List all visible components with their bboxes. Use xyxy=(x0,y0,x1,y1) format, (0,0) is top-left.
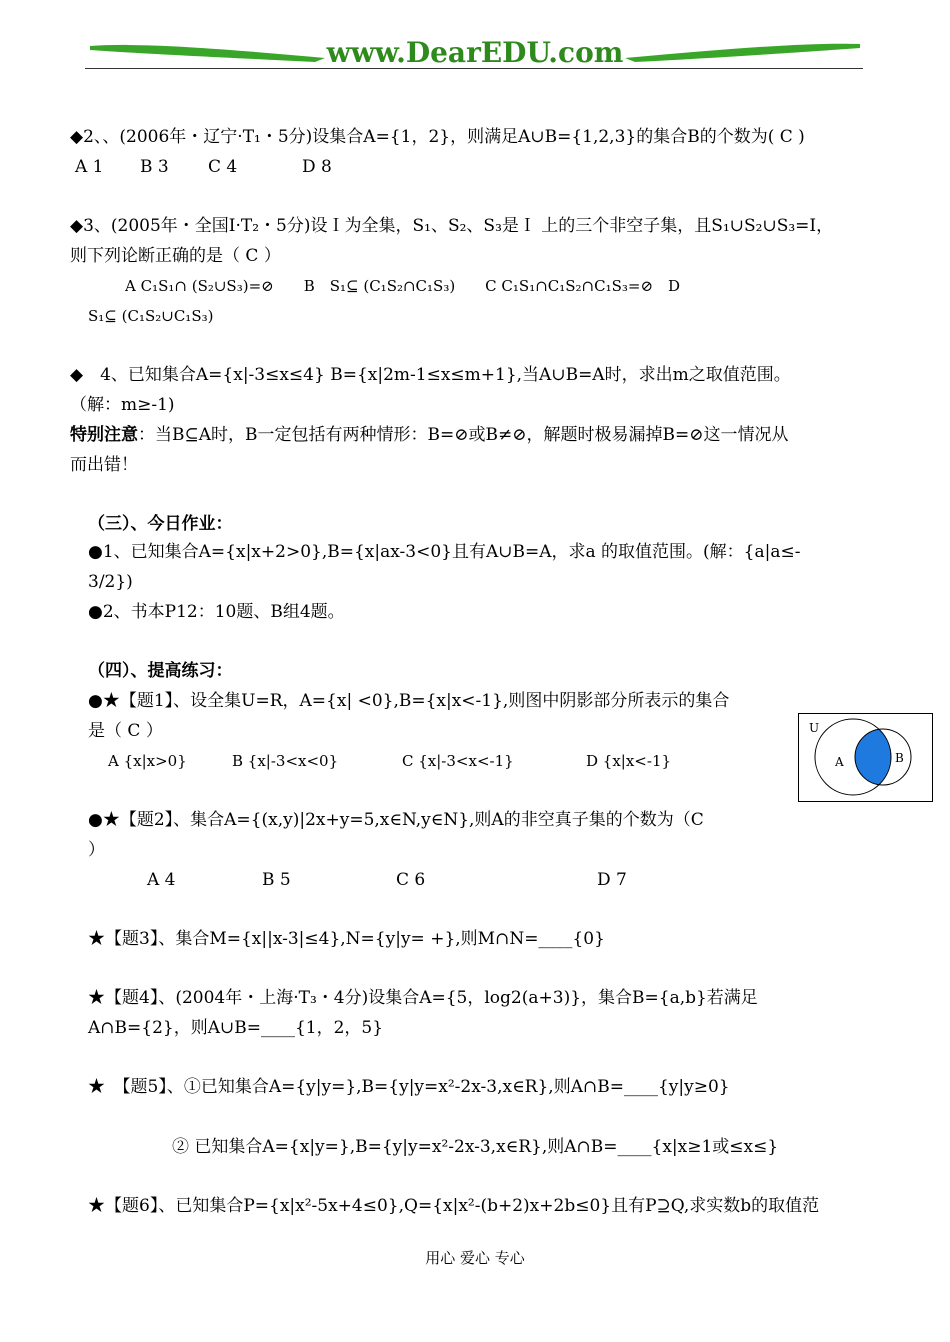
q4-stem: ◆ 4、已知集合A={x|-3≤x≤4} B={x|2m-1≤x≤m+1},当A∪B=A时，求出m之取值范围。 xyxy=(70,365,791,385)
practice-1-option-c: C {x|-3<x<-1} xyxy=(402,752,514,770)
venn-svg xyxy=(799,714,932,801)
q4-note xyxy=(70,424,788,446)
practice-5-2: ② 已知集合A={x|y=},B={y|y=x²-2x-3,x∈R},则A∩B=____{x|x≥1或≤x≤} xyxy=(172,1137,779,1157)
practice-2-option-d: D 7 xyxy=(597,870,627,890)
practice-2-option-b: B 5 xyxy=(262,870,291,890)
q3-options: A C₁S₁∩ (S₂∪S₃)=⊘ B S₁⊆ (C₁S₂∩C₁S₃) C C₁S₁∩C₁S₂∩C₁S₃=⊘ D xyxy=(125,277,681,295)
practice-2-2: ） xyxy=(88,840,105,860)
venn-label-b: B xyxy=(895,751,904,765)
practice-1-2: 是（ C ） xyxy=(88,721,163,741)
q2-option-c: C 4 xyxy=(208,157,238,177)
q2-stem: ◆2、、(2006年・辽宁·T₁・5分)设集合A={1，2}，则满足A∪B={1,2,3}的集合B的个数为( C ) xyxy=(70,127,805,147)
q2-option-b: B 3 xyxy=(140,157,169,177)
practice-1-option-d: D {x|x<-1} xyxy=(586,752,672,770)
practice-2: ●★【题2】、集合A={(x,y)|2x+y=5,x∈N,y∈N},则A的非空真子集的个数为（C xyxy=(88,810,704,830)
venn-diagram xyxy=(798,713,933,802)
practice-6: ★【题6】、已知集合P={x|x²-5x+4≤0},Q={x|x²-(b+2)x+2b≤0}且有P⊇Q,求实数b的取值范 xyxy=(88,1196,820,1216)
q3-stem: ◆3、(2005年・全国Ⅰ·T₂・5分)设Ｉ为全集，S₁、S₂、S₃是Ｉ 上的三个非空子集，且S₁∪S₂∪S₃=I， xyxy=(70,216,834,236)
practice-5: ★ 【题5】、①已知集合A={y|y=},B={y|y=x²-2x-3,x∈R},则A∩B=____{y|y≥0} xyxy=(88,1077,730,1097)
q3-stem-2: 则下列论断正确的是（ C ） xyxy=(70,246,281,266)
practice-3: ★【题3】、集合M={x||x-3|≤4},N={y|y= +},则M∩N=____{0} xyxy=(88,929,605,949)
practice-title: （四）、提高练习： xyxy=(88,661,233,681)
homework-item-2: ●2、书本P12：10题、B组4题。 xyxy=(88,602,345,622)
note-text: ：当B⊆A时，B一定包括有两种情形：B=⊘或B≠⊘，解题时极易漏掉B=⊘这一情况从 xyxy=(138,425,789,445)
header-rule xyxy=(85,68,863,69)
q4-note-2: 而出错！ xyxy=(70,455,138,475)
homework-item-1: ●1、已知集合A={x|x+2>0},B={x|ax-3<0}且有A∪B=A，求a 的取值范围。(解：{a|a≤- xyxy=(88,542,801,562)
q2-option-d: D 8 xyxy=(302,157,332,177)
homework-title: （三）、今日作业： xyxy=(88,514,233,534)
practice-4: ★【题4】、(2004年・上海·T₃・4分)设集合A={5，log2(a+3)}，集合B={a,b}若满足 xyxy=(88,988,758,1008)
note-label: 特别注意 xyxy=(70,425,138,445)
practice-1-option-a: A {x|x>0} xyxy=(108,752,187,770)
q4-answer: （解：m≥-1) xyxy=(70,395,175,415)
site-logo-text[interactable]: www.DearEDU.com xyxy=(326,36,624,69)
practice-4-2: A∩B={2}，则A∪B=____{1，2，5} xyxy=(88,1018,384,1038)
venn-label-u: U xyxy=(809,721,820,735)
practice-2-option-c: C 6 xyxy=(396,870,426,890)
q3-option-d: S₁⊆ (C₁S₂∪C₁S₃) xyxy=(88,307,214,325)
practice-1-option-b: B {x|-3<x<0} xyxy=(232,752,339,770)
practice-2-option-a: A 4 xyxy=(147,870,176,890)
q2-option-a: A 1 xyxy=(75,157,104,177)
site-header xyxy=(85,28,865,78)
practice-1: ●★【题1】、设全集U=R，A={x| <0},B={x|x<-1},则图中阴影部分所表示的集合 xyxy=(88,691,730,711)
venn-label-a: A xyxy=(835,755,844,769)
homework-item-1-2: 3/2}) xyxy=(88,572,133,592)
footer-motto: 用心 爱心 专心 xyxy=(425,1249,525,1267)
